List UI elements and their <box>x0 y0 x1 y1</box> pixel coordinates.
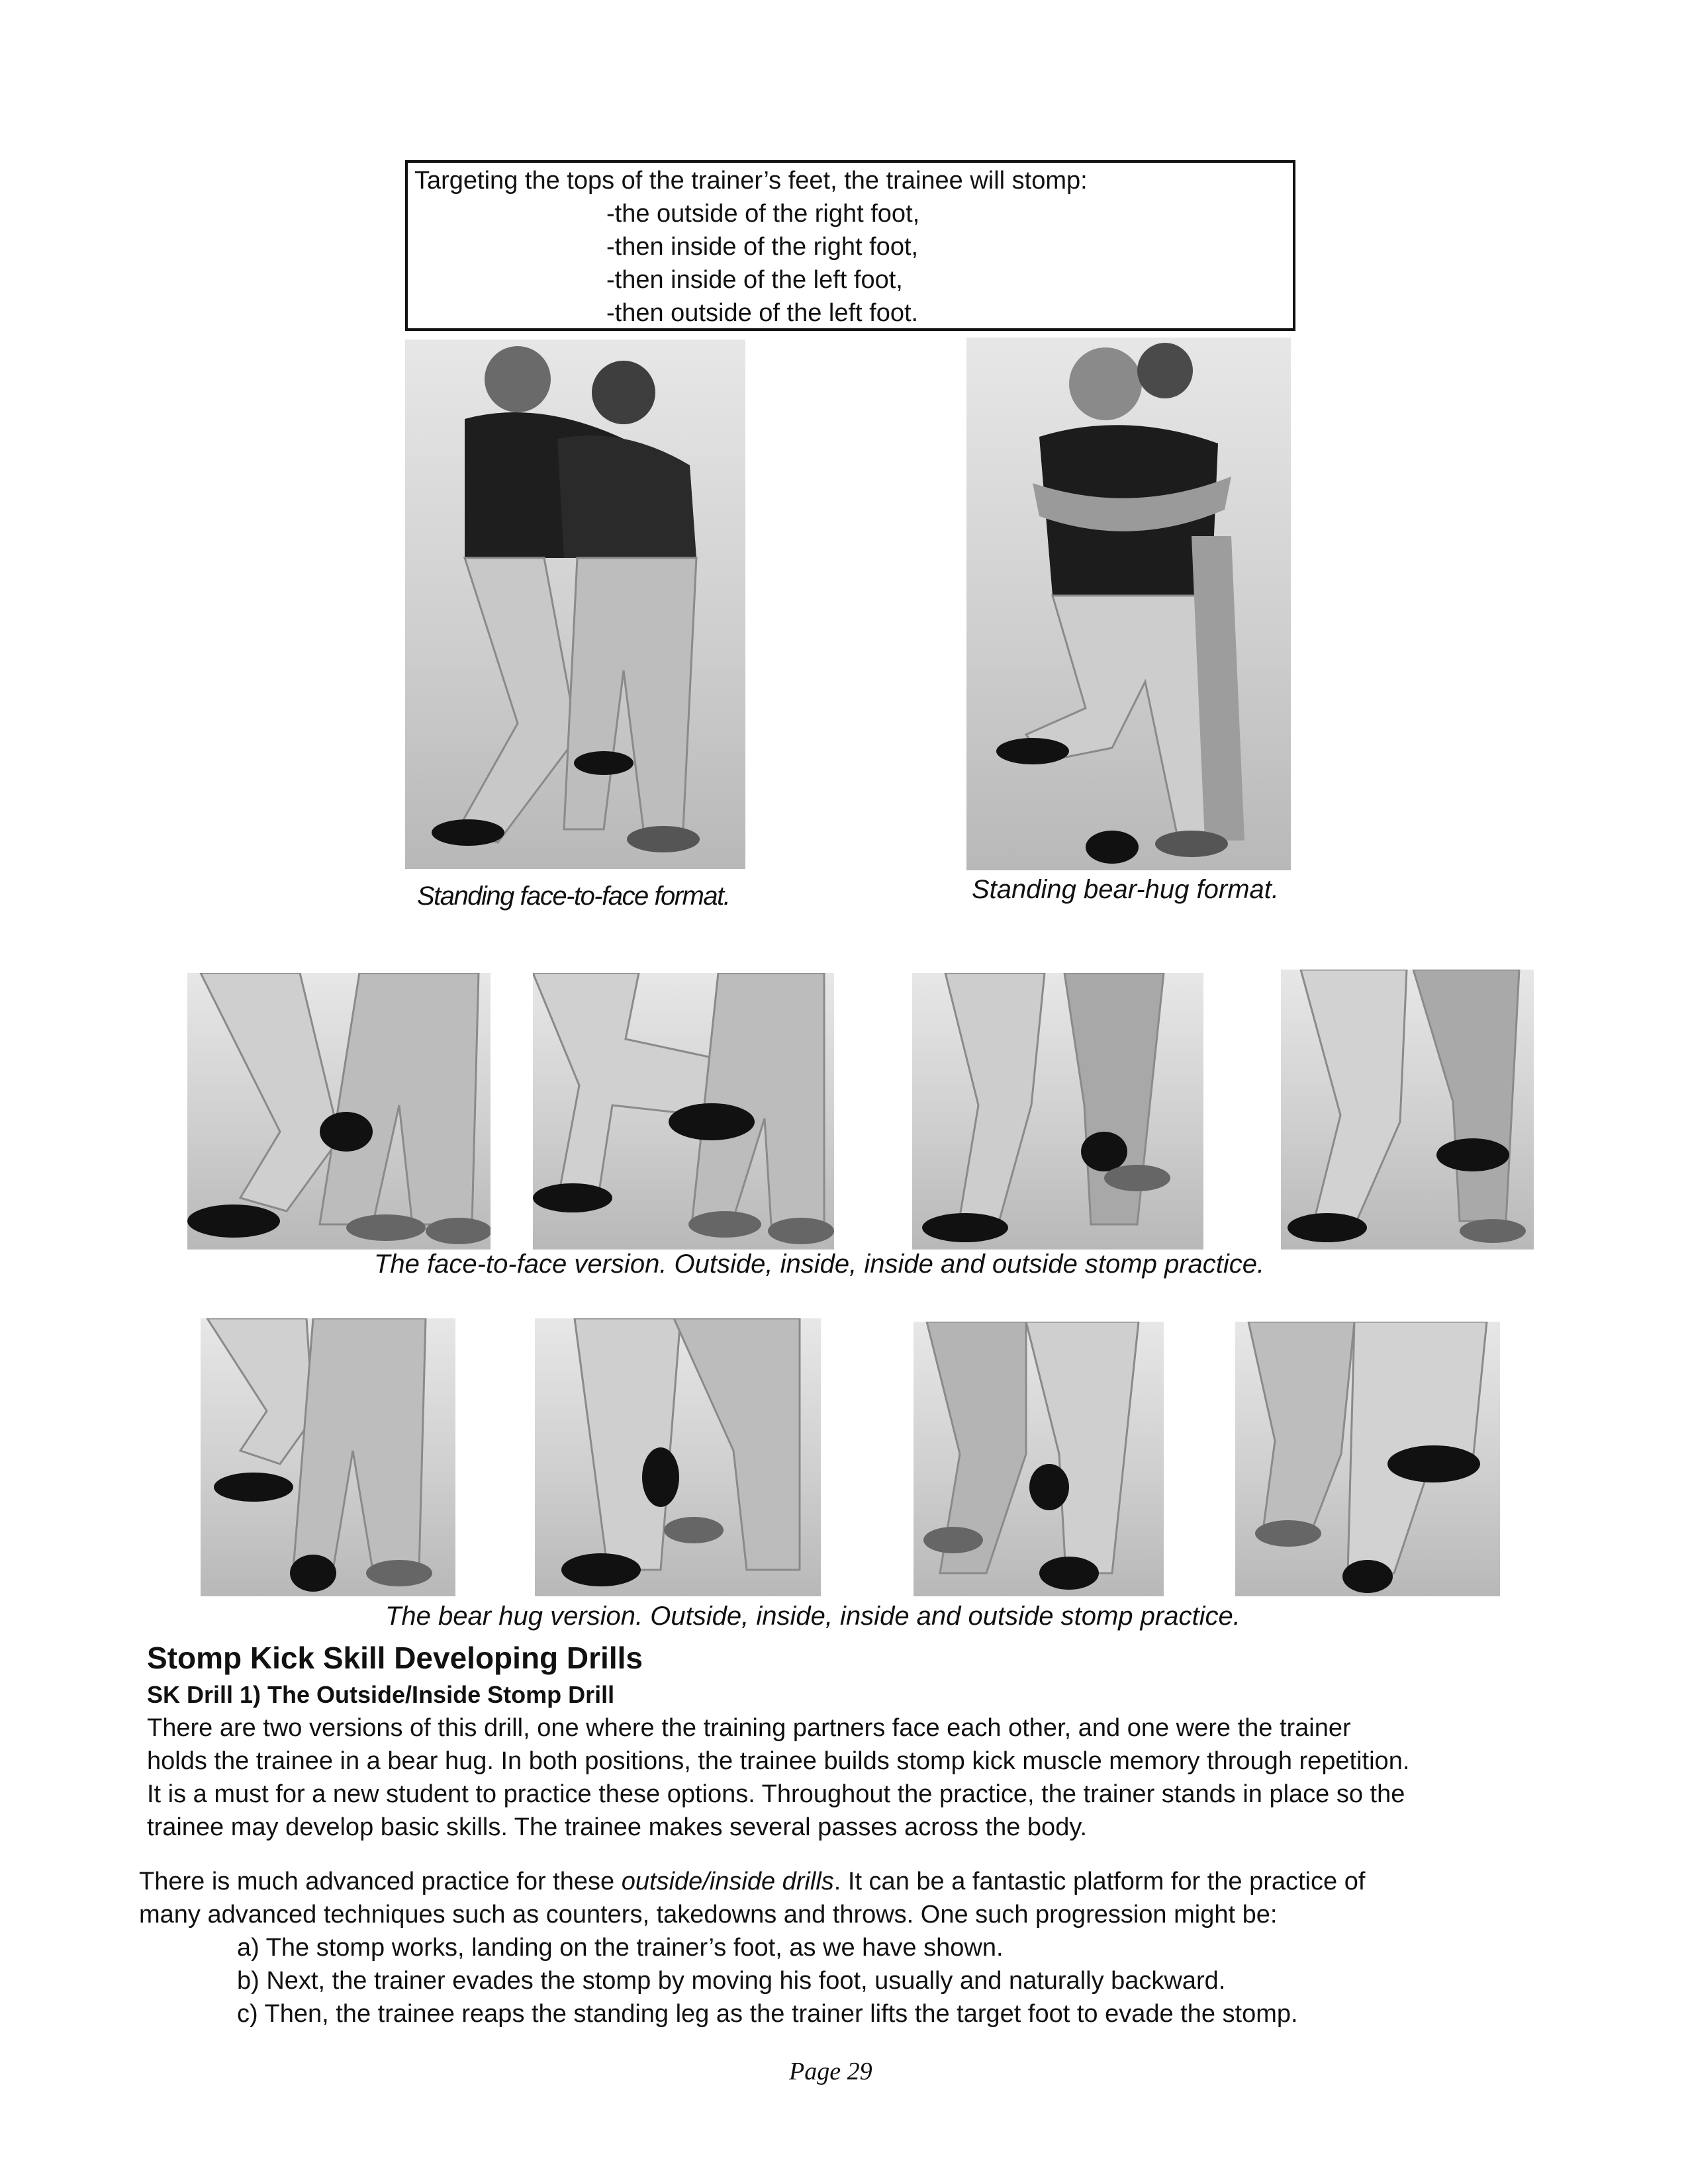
stomp-photo-hug-1 <box>201 1318 455 1596</box>
stomp-photo-hug-2 <box>535 1318 821 1596</box>
paragraph-line: holds the trainee in a bear hug. In both positions, the trainee builds stomp kick muscle memory through repetition. <box>147 1747 1410 1775</box>
instruction-step: -then inside of the right foot, <box>606 233 919 261</box>
bear-hug-photo <box>966 338 1291 870</box>
instruction-step: -then outside of the left foot. <box>606 299 919 327</box>
page-number: Page 29 <box>789 2058 872 2085</box>
text-run: . It can be a fantastic platform for the practice of <box>833 1868 1366 1895</box>
instruction-intro: Targeting the tops of the trainer’s feet, the trainee will stomp: <box>414 167 1088 195</box>
list-item: a) The stomp works, landing on the trainer’s foot, as we have shown. <box>237 1934 1004 1962</box>
list-item: c) Then, the trainee reaps the standing leg as the trainer lifts the target foot to evade the stomp. <box>237 2000 1298 2028</box>
paragraph-line: trainee may develop basic skills. The trainee makes several passes across the body. <box>147 1813 1088 1841</box>
bear-hug-version-caption: The bear hug version. Outside, inside, inside and outside stomp practice. <box>385 1602 1241 1631</box>
text-run: There is much advanced practice for these <box>139 1868 622 1895</box>
stomp-photo-hug-3 <box>914 1322 1164 1596</box>
paragraph-line: There are two versions of this drill, one where the training partners face each other, and one were the trainer <box>147 1714 1351 1742</box>
paragraph-line <box>139 1865 1365 1898</box>
drill-title: SK Drill 1) The Outside/Inside Stomp Drill <box>147 1681 615 1708</box>
face-to-face-photo <box>405 340 745 869</box>
face-version-caption: The face-to-face version. Outside, inside, inside and outside stomp practice. <box>374 1250 1265 1279</box>
face-to-face-caption: Standing face-to-face format. <box>417 882 730 911</box>
stomp-photo-hug-4 <box>1235 1322 1500 1596</box>
list-item: b) Next, the trainer evades the stomp by moving his foot, usually and naturally backward. <box>237 1967 1226 1995</box>
emphasis-text: outside/inside drills <box>621 1868 834 1895</box>
section-title: Stomp Kick Skill Developing Drills <box>147 1641 643 1675</box>
stomp-photo-face-1 <box>187 973 491 1250</box>
paragraph-line: It is a must for a new student to practice these options. Throughout the practice, the trainer stands in place so the <box>147 1780 1405 1808</box>
instruction-step: -then inside of the left foot, <box>606 266 903 294</box>
stomp-photo-face-4 <box>1281 970 1534 1250</box>
stomp-photo-face-3 <box>912 973 1203 1250</box>
instruction-step: -the outside of the right foot, <box>606 200 920 228</box>
stomp-photo-face-2 <box>533 973 834 1250</box>
bear-hug-caption: Standing bear-hug format. <box>972 875 1280 904</box>
paragraph-line: many advanced techniques such as counters, takedowns and throws. One such progression might be: <box>139 1901 1278 1929</box>
instruction-box <box>405 160 1295 331</box>
